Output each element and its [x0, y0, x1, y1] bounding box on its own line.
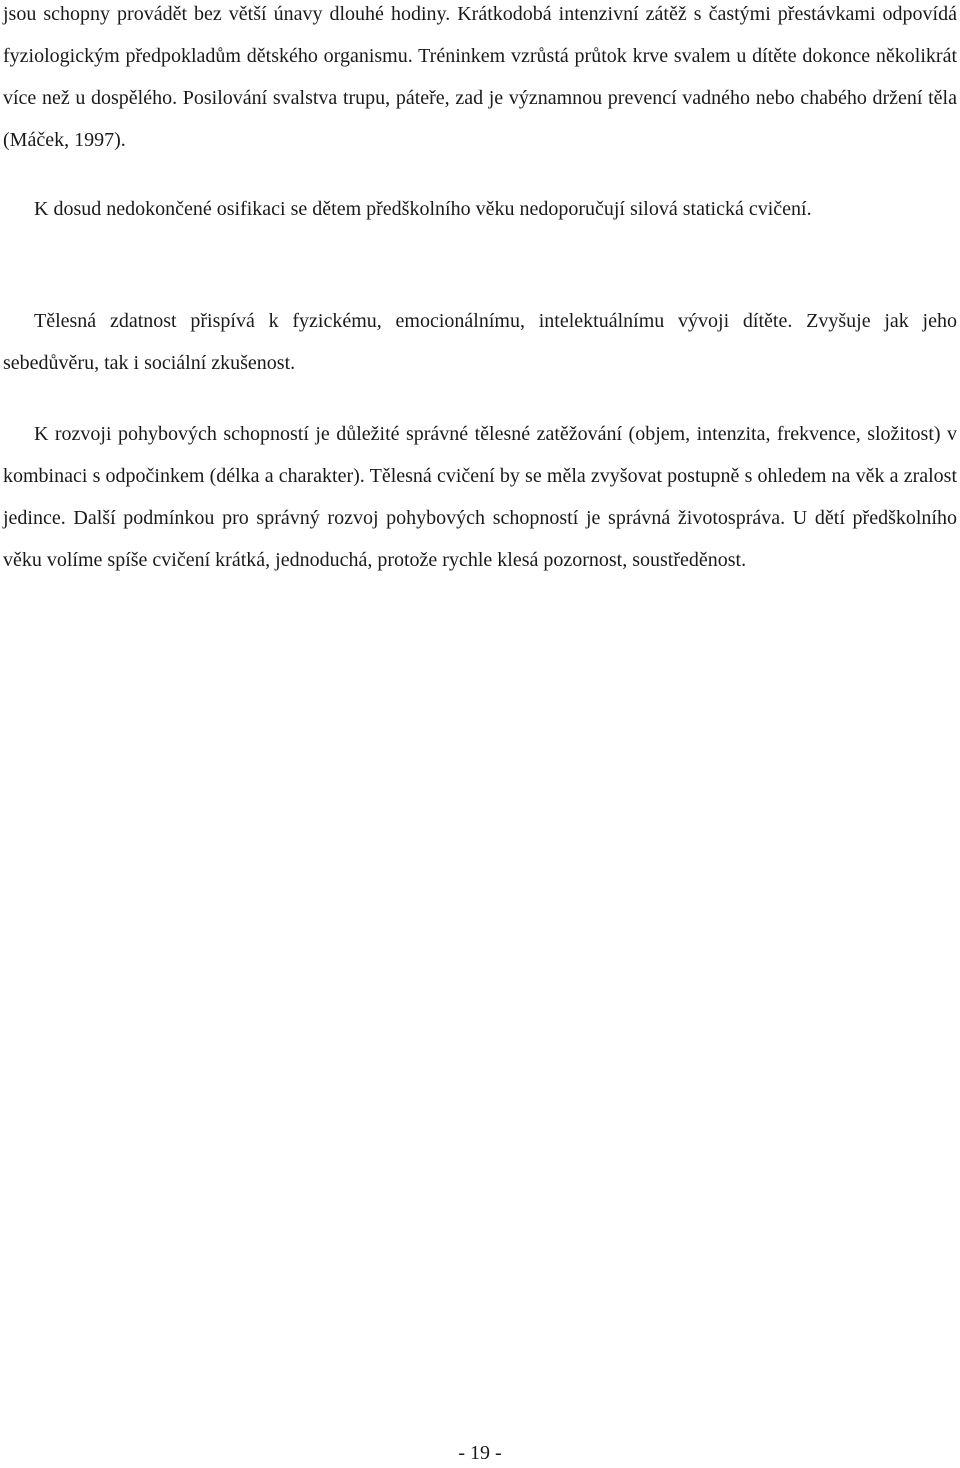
paragraph-4: K rozvoji pohybových schopností je důležité správné tělesné zatěžování (objem, intenzita, frekvence, složitost) v kombinaci s odpočinkem (délka a charakter). Tělesná cvičení by se měla zvyšovat postupně s ohledem na věk a zralost jedince. Další podmínkou pro správný rozvoj pohybových schopností je správná životospráva. U dětí předškolního věku volíme spíše cvičení krátká, jednoduchá, protože rychle klesá pozornost, soustředěnost.	[3, 423, 957, 571]
page-number: - 19 -	[458, 1442, 502, 1464]
paragraph-3: Tělesná zdatnost přispívá k fyzickému, emocionálnímu, intelektuálnímu vývoji dítěte. Zvyšuje jak jeho sebedůvěru, tak i sociální zkušenost.	[3, 310, 957, 374]
paragraph-1: jsou schopny provádět bez větší únavy dlouhé hodiny. Krátkodobá intenzivní zátěž s častými přestávkami odpovídá fyziologickým předpokladům dětského organismu. Tréninkem vzrůstá průtok krve svalem u dítěte dokonce několikrát více než u dospělého. Posilování svalstva trupu, páteře, zad je významnou prevencí vadného nebo chabého držení těla (Máček, 1997).	[3, 3, 957, 151]
paragraph-2: K dosud nedokončené osifikaci se dětem předškolního věku nedoporučují silová statická cvičení.	[34, 198, 812, 220]
